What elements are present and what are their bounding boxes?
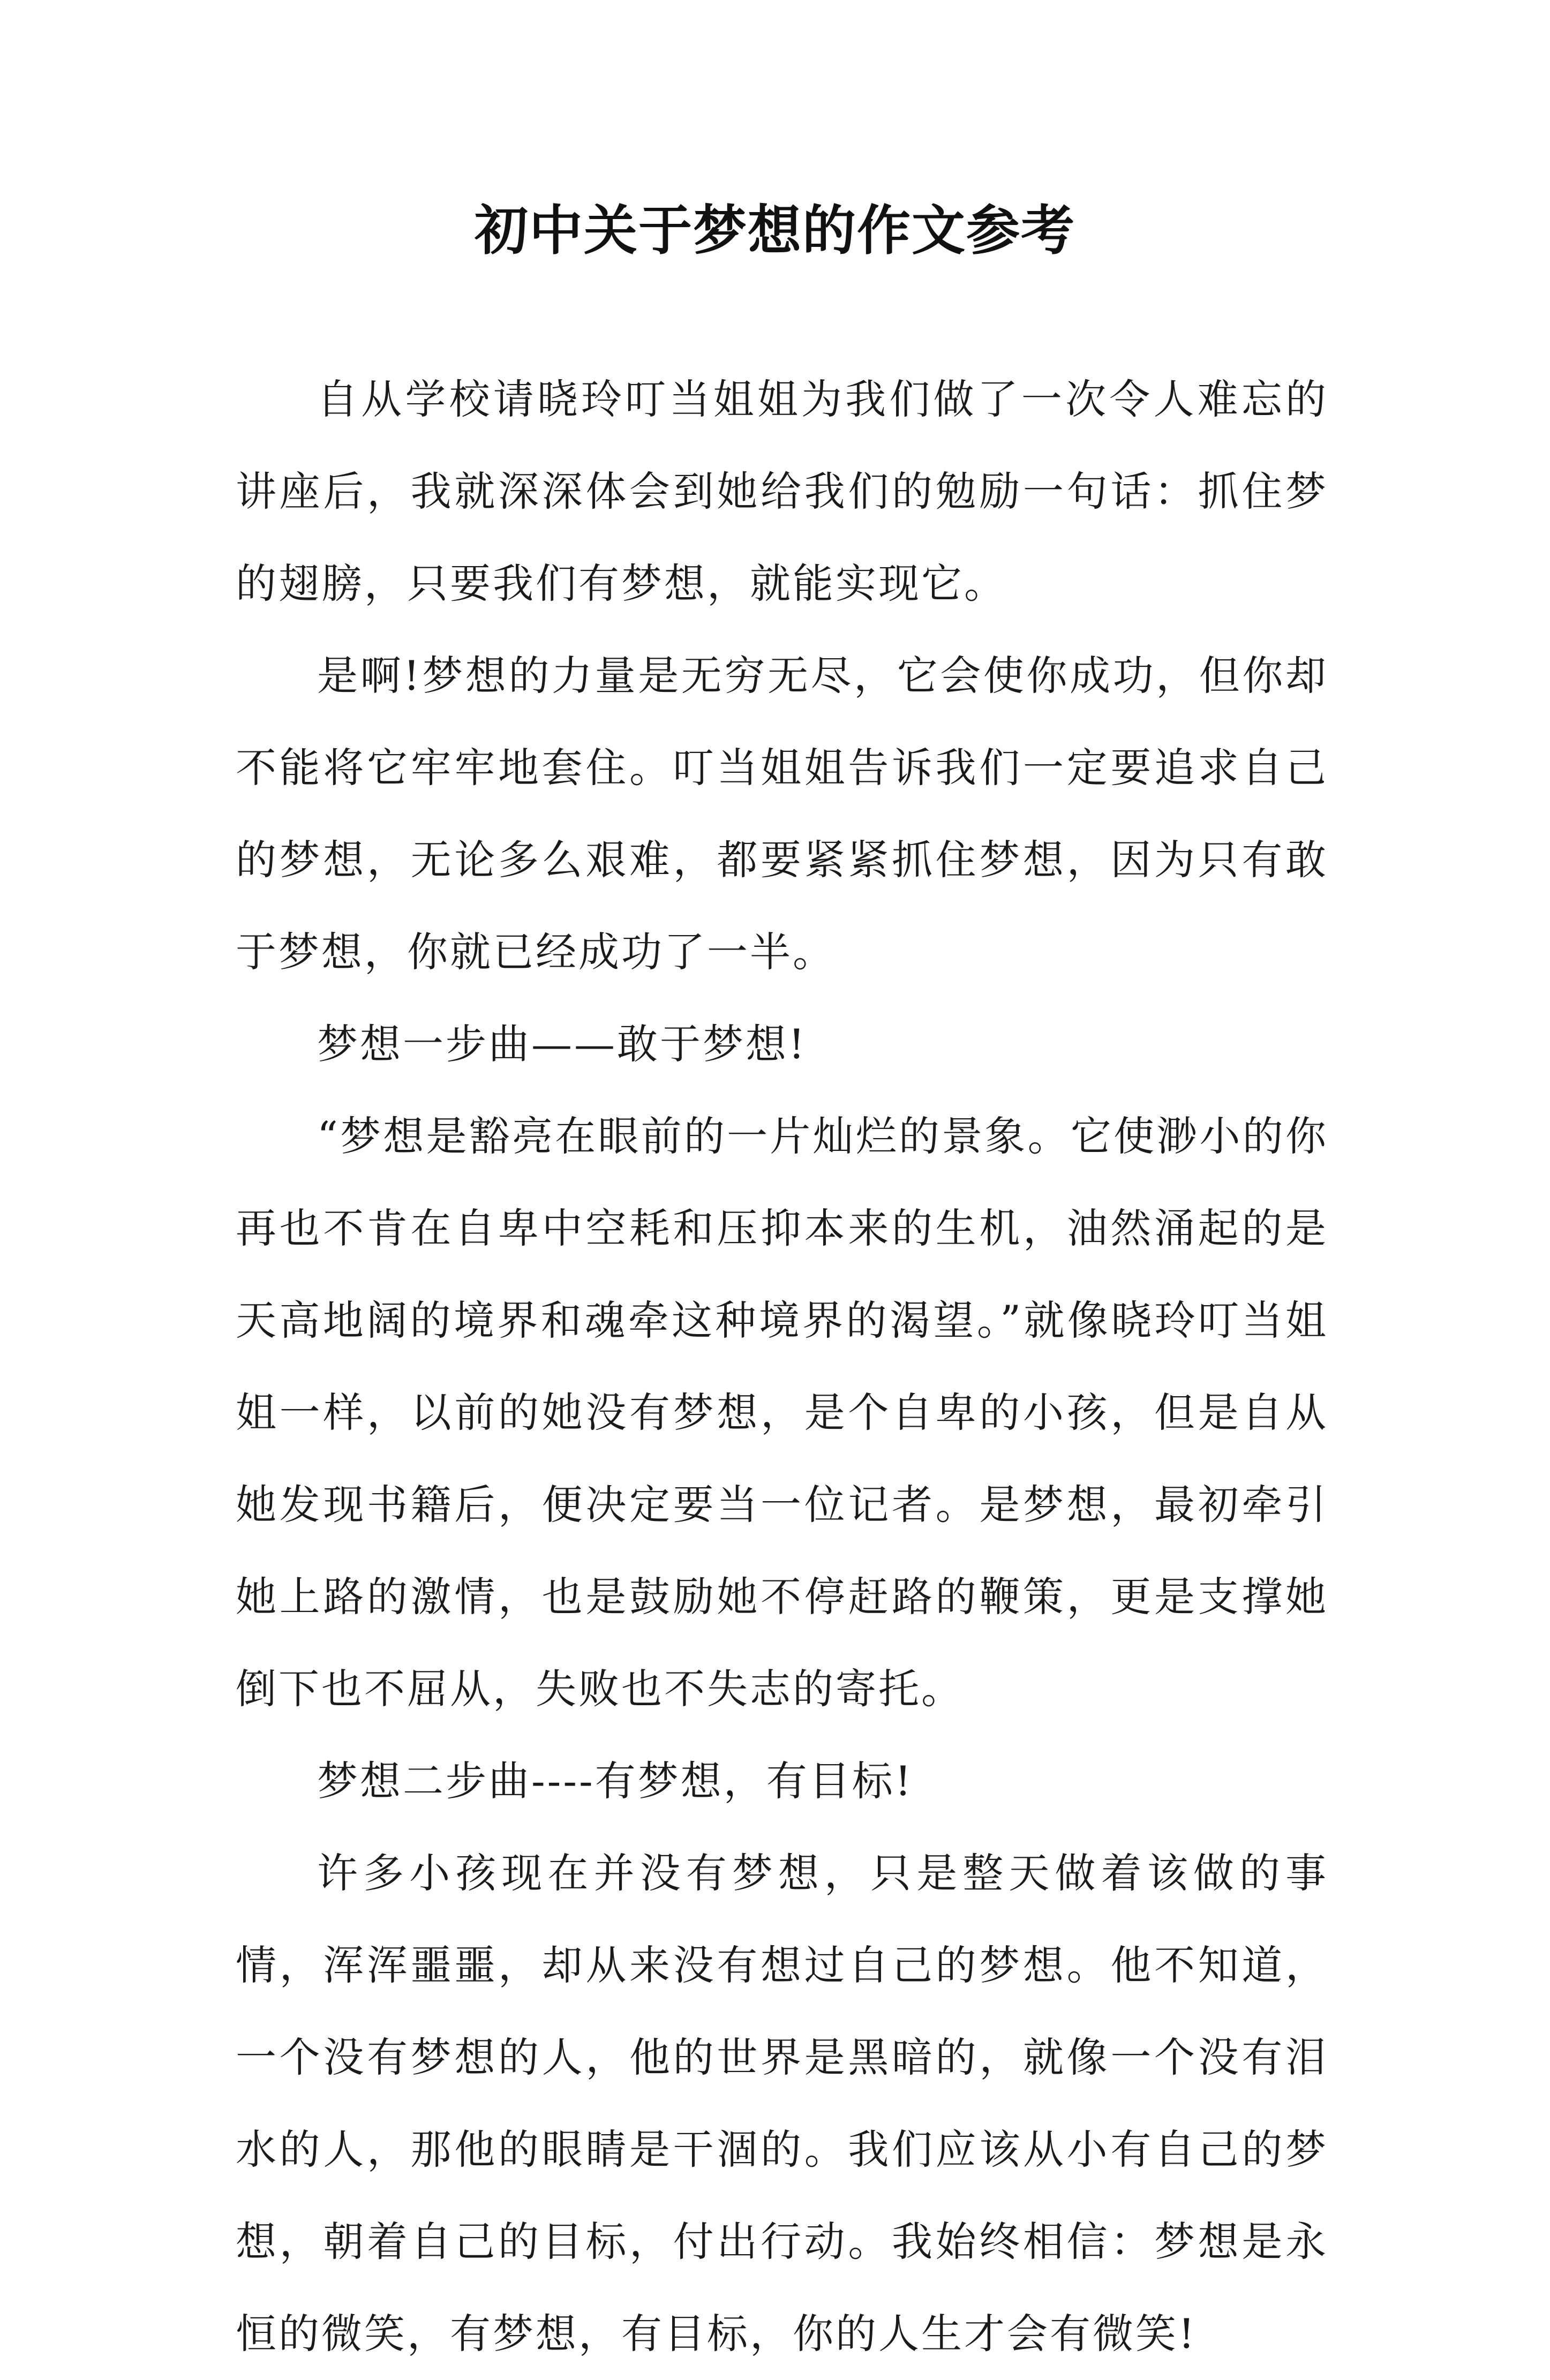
paragraph-conclusion: 许多小孩现在并没有梦想，只是整天做着该做的事情，浑浑噩噩，却从来没有想过自己的梦想。他不知道，一个没有梦想的人，他的世界是黑暗的，就像一个没有泪水的人，那他的眼睛是干涸的。我们应该从小有自己的梦想，朝着自己的目标，付出行动。我始终相信：梦想是永恒的微笑，有梦想，有目标，你的人生才会有微笑!: [236, 1849, 1328, 2358]
paragraph-intro: 自从学校请晓玲叮当姐姐为我们做了一次令人难忘的讲座后，我就深深体会到她给我们的勉励一句话：抓住梦的翅膀，只要我们有梦想，就能实现它。: [236, 375, 1328, 607]
section-heading-step-two: 梦想二步曲----有梦想，有目标!: [317, 1757, 914, 1805]
document-body: [236, 353, 1328, 2380]
paragraph-dream-quote: “梦想是豁亮在眼前的一片灿烂的景象。它使渺小的你再也不肯在自卑中空耗和压抑本来的生机，油然涌起的是天高地阔的境界和魂牵这种境界的渴望。”就像晓玲叮当姐姐一样，以前的她没有梦想，是个自卑的小孩，但是自从她发现书籍后，便决定要当一位记者。是梦想，最初牵引她上路的激情，也是鼓励她不停赶路的鞭策，更是支撑她倒下也不屈从，失败也不失志的寄托。: [236, 1112, 1328, 1713]
section-heading-step-one: 梦想一步曲——敢于梦想!: [317, 1020, 807, 1068]
paragraph-power-of-dreams: 是啊!梦想的力量是无穷无尽，它会使你成功，但你却不能将它牢牢地套住。叮当姐姐告诉我们一定要追求自己的梦想，无论多么艰难，都要紧紧抓住梦想，因为只有敢于梦想，你就已经成功了一半。: [236, 652, 1328, 976]
document-title: 初中关于梦想的作文参考: [475, 199, 1075, 262]
